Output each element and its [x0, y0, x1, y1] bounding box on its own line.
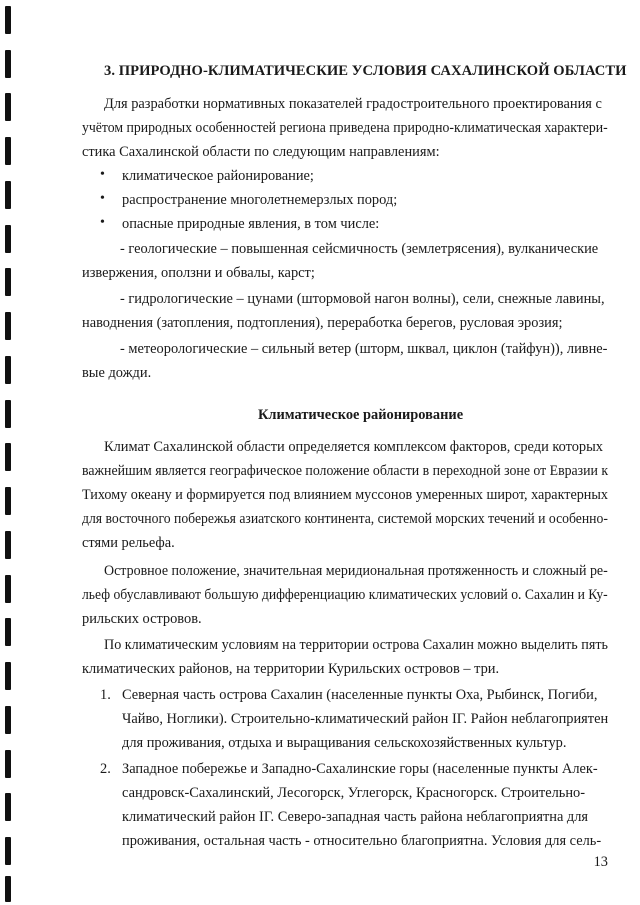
paragraph-line: важнейшим является географическое положение области в переходной зоне от Евразии к [82, 463, 609, 479]
list-item-line: сандровск-Сахалинский, Лесогорск, Углегорск, Красногорск. Строительно- [122, 785, 586, 801]
intro-line: Для разработки нормативных показателей градостроительного проектирования с [104, 96, 602, 112]
binding-hole [5, 268, 11, 296]
binding-hole [5, 225, 11, 253]
binding-holes [0, 0, 20, 905]
paragraph-line: Островное положение, значительная меридиональная протяженность и сложный ре- [104, 563, 608, 579]
hazard-line: - метеорологические – сильный ветер (шторм, шквал, циклон (тайфун)), ливне- [120, 341, 608, 357]
paragraph-line: стями рельефа. [82, 535, 175, 551]
list-number: 2. [100, 761, 111, 777]
binding-hole [5, 50, 11, 78]
paragraph-line: льеф обуславливают большую дифференциацию климатических условий о. Сахалин и Ку- [82, 587, 608, 603]
bullet-icon: • [100, 167, 105, 182]
bullet-icon: • [100, 215, 105, 230]
binding-hole [5, 93, 11, 121]
list-number: 1. [100, 687, 111, 703]
paragraph-line: для восточного побережья азиатского континента, системой морских течений и особенно- [82, 511, 608, 527]
paragraph-line: климатических районов, на территории Курильских островов – три. [82, 661, 500, 677]
section-heading: 3. ПРИРОДНО-КЛИМАТИЧЕСКИЕ УСЛОВИЯ САХАЛИНСКОЙ ОБЛАСТИ [104, 63, 627, 79]
list-item-line: климатический район IГ. Северо-западная часть района неблагоприятна для [122, 809, 589, 825]
binding-hole [5, 400, 11, 428]
subheading: Климатическое районирование [258, 407, 464, 423]
hazard-line: вые дожди. [82, 365, 152, 381]
intro-line: стика Сахалинской области по следующим направлениям: [82, 144, 440, 160]
binding-hole [5, 793, 11, 821]
binding-hole [5, 837, 11, 865]
list-item-line: проживания, остальная часть - относительно благоприятна. Условия для сель- [122, 833, 602, 849]
hazard-line: извержения, оползни и обвалы, карст; [82, 265, 315, 281]
binding-hole [5, 137, 11, 165]
paragraph-line: Климат Сахалинской области определяется комплексом факторов, среди которых [104, 439, 603, 455]
hazard-line: - гидрологические – цунами (штормовой нагон волны), сели, снежные лавины, [120, 291, 605, 307]
list-item-line: Западное побережье и Западно-Сахалинские горы (населенные пункты Алек- [122, 761, 598, 777]
page-number: 13 [593, 854, 608, 870]
bullet-item: опасные природные явления, в том числе: [122, 216, 380, 232]
binding-hole [5, 876, 11, 902]
hazard-line: - геологические – повышенная сейсмичность (землетрясения), вулканические [120, 241, 599, 257]
binding-hole [5, 181, 11, 209]
binding-hole [5, 443, 11, 471]
bullet-icon: • [100, 191, 105, 206]
document-page [82, 0, 627, 905]
list-item-line: Северная часть острова Сахалин (населенные пункты Оха, Рыбинск, Погиби, [122, 687, 598, 703]
binding-hole [5, 706, 11, 734]
binding-hole [5, 312, 11, 340]
binding-hole [5, 487, 11, 515]
binding-hole [5, 575, 11, 603]
paragraph-line: рильских островов. [82, 611, 202, 627]
list-item-line: для проживания, отдыха и выращивания сельскохозяйственных культур. [122, 735, 567, 751]
binding-hole [5, 6, 11, 34]
binding-hole [5, 618, 11, 646]
paragraph-line: По климатическим условиям на территории острова Сахалин можно выделить пять [104, 637, 608, 653]
bullet-item: климатическое районирование; [122, 168, 314, 184]
intro-line: учётом природных особенностей региона приведена природно-климатическая характери- [82, 120, 608, 136]
binding-hole [5, 356, 11, 384]
paragraph-line: Тихому океану и формируется под влиянием муссонов умеренных широт, характерных [82, 487, 608, 503]
bullet-item: распространение многолетнемерзлых пород; [122, 192, 398, 208]
binding-hole [5, 750, 11, 778]
binding-hole [5, 662, 11, 690]
list-item-line: Чайво, Ноглики). Строительно-климатический район IГ. Район неблагоприятен [122, 711, 609, 727]
binding-hole [5, 531, 11, 559]
hazard-line: наводнения (затопления, подтопления), переработка берегов, русловая эрозия; [82, 315, 563, 331]
